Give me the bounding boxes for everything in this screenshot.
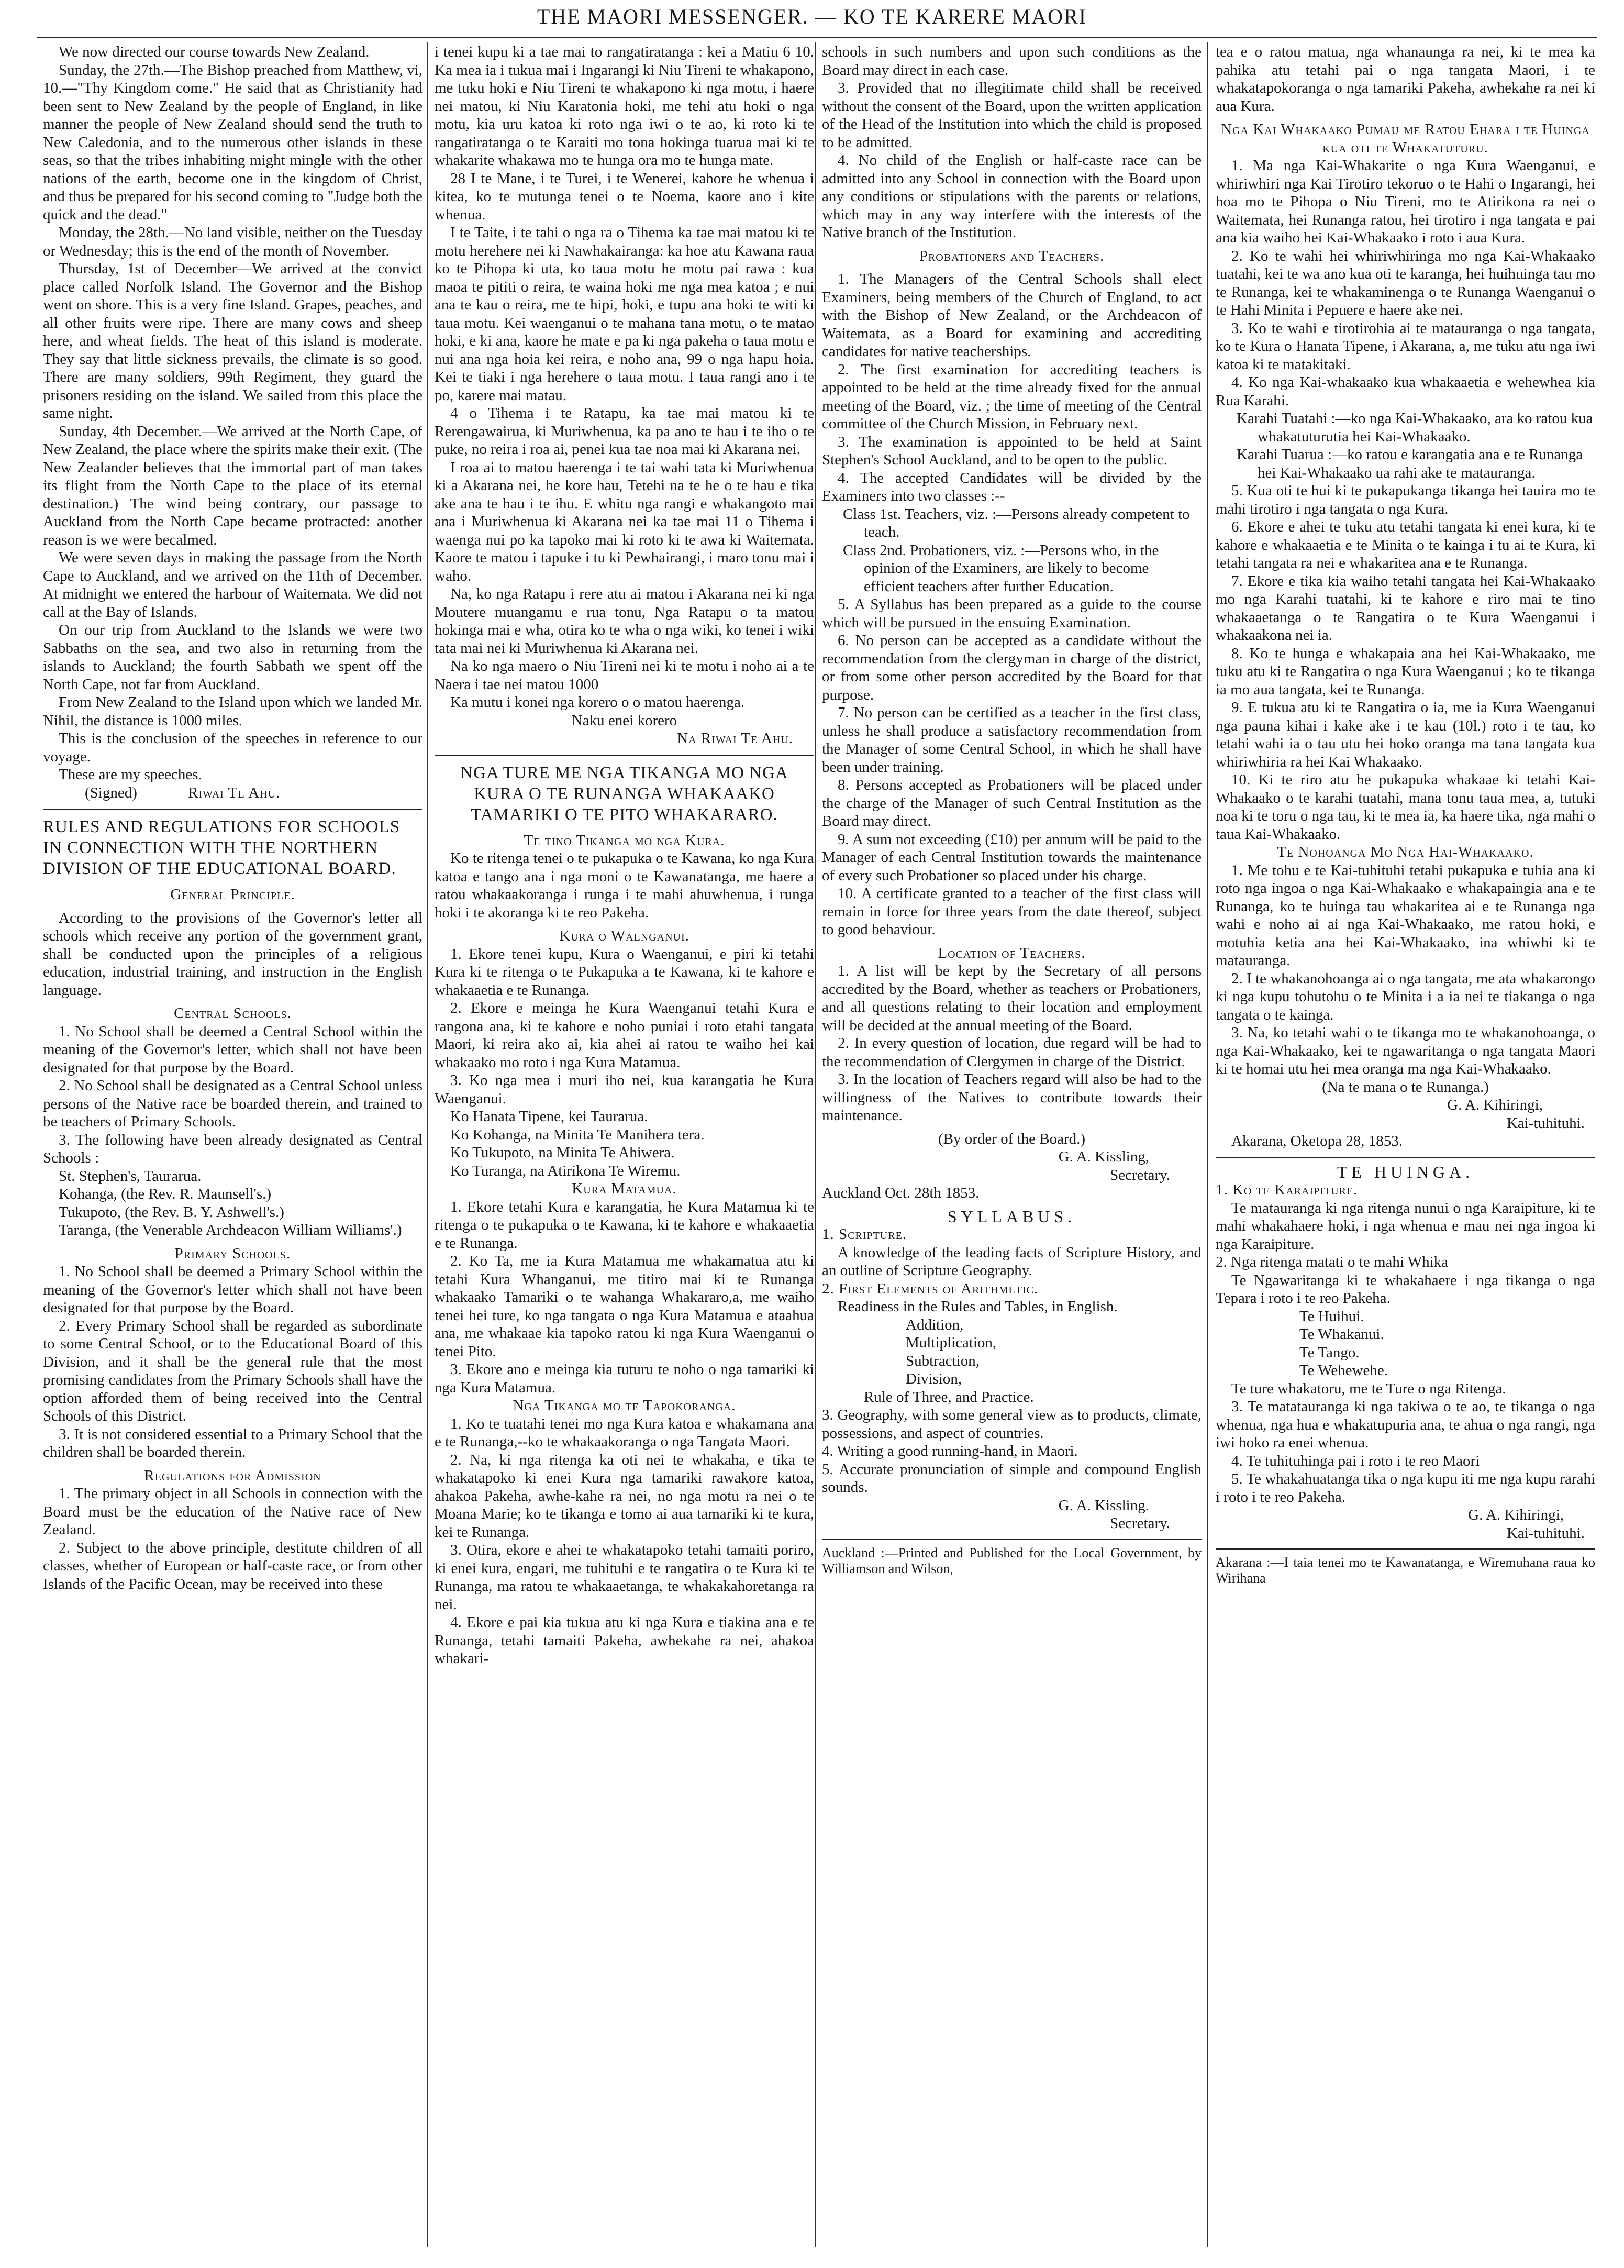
syllabus-item: 2. Nga ritenga matati o te mahi Whika xyxy=(1216,1254,1448,1270)
paragraph: According to the provisions of the Governor's letter all schools which receive any portion of the government grant, shall be conducted upon the principles of a religious education, industrial training, and instruction in the English language. xyxy=(43,909,422,999)
signer-title: Kai-tuhituhi. xyxy=(1506,1524,1585,1542)
paragraph: Monday, the 28th.—No land visible, neither on the Tuesday or Wednesday; this is the end of the month of November. xyxy=(43,224,422,259)
paragraph: 8. Ko te hunga e whakapaia ana hei Kai-Whakaako, me tuku atu ki te Rangatira o nga Kura Waenganui ; ko te tikanga ia mo aua tangata, kei te Runanga. xyxy=(1216,645,1595,698)
dateline: Akarana, Oketopa 28, 1853. xyxy=(1231,1133,1403,1149)
list-item: Te Wehewehe. xyxy=(1299,1362,1388,1379)
order-line: (Na te mana o te Runanga.) xyxy=(1322,1078,1489,1096)
list-item: Class 1st. Teachers, viz. :—Persons already competent to teach. xyxy=(843,505,1190,540)
column-divider xyxy=(1207,42,1208,2247)
paragraph: 2. Ekore e meinga he Kura Waenganui tetahi Kura e rangona ana, ki te kahore e noho puniai i roto etahi tangata Maori, ki reira ako ai, kia ahei ai ratou te waiho hei kai whakaako mo roto i nga Kura Matamua. xyxy=(435,1000,814,1071)
paragraph: 28 I te Mane, i te Turei, i te Wenerei, kahore he whenua i kitea, ko te mutunga tenei o te Noema, kaore ano i kite whenua. xyxy=(435,170,814,223)
signer-title: Kai-tuhituhi. xyxy=(1506,1114,1585,1132)
paragraph: Thursday, 1st of December—We arrived at the convict place called Norfolk Island. The Governor and the Bishop went on shore. This is a very fine Island. Grapes, peaches, and all other fruits were ripe. There are many cows and sheep here, and wheat fields. The heat of this island is moderate. They say that little sickness prevails, the climate is so good. There are many soldiers, 99th Regiment, they guard the prisoners residing on the island. We sailed from this place the same night. xyxy=(43,260,422,422)
paragraph: 2. I te whakanohoanga ai o nga tangata, me ata whakarongo ki nga kupu tohutohu o te Minita i a ia nei te tiakanga o nga tangata o te kainga. xyxy=(1216,970,1595,1023)
imprint-rule xyxy=(822,1539,1202,1540)
paragraph: This is the conclusion of the speeches in reference to our voyage. xyxy=(43,730,422,765)
signer-title: Secretary. xyxy=(1110,1515,1170,1532)
paragraph: 3. In the location of Teachers regard will also be had to the willingness of the Natives to contribute towards their maintenance. xyxy=(822,1071,1202,1124)
column-3 xyxy=(822,43,1202,2244)
paragraph: 5. Te whakahuatanga tika o nga kupu iti me nga kupu rarahi i roto i te reo Pakeha. xyxy=(1216,1470,1595,1506)
section-heading: Te Nohoanga Mo Nga Hai-Whakaako. xyxy=(1277,844,1534,860)
paragraph: 2. The first examination for accrediting teachers is appointed to be held at the time already fixed for the annual meeting of the Board, viz. ; the time of meeting of the Central committee of the Church Mission, in February next. xyxy=(822,361,1202,432)
paragraph: Readiness in the Rules and Tables, in English. xyxy=(838,1298,1118,1315)
list-item: Ko Tukupoto, na Minita Te Ahiwera. xyxy=(450,1144,675,1161)
paragraph: 3. It is not considered essential to a Primary School that the children shall be boarded therein. xyxy=(43,1425,422,1461)
list-item: Taranga, (the Venerable Archdeacon William Williams'.) xyxy=(59,1222,402,1238)
column-2 xyxy=(435,43,814,2244)
rules-title: RULES AND REGULATIONS FOR SCHOOLS IN CONNECTION WITH THE NORTHERN DIVISION OF THE EDUCATIONAL BOARD. xyxy=(43,817,401,878)
section-heading: Nga Kai Whakaako Pumau me Ratou Ehara i te Huinga kua oti te Whakatuturu. xyxy=(1221,121,1590,156)
paragraph: We now directed our course towards New Zealand. xyxy=(59,43,370,60)
paragraph: We were seven days in making the passage from the North Cape to Auckland, and we arrived on the 11th of December. At midnight we entered the harbour of Waitemata. We did not call at the Bay of Islands. xyxy=(43,549,422,621)
paragraph: 7. No person can be certified as a teacher in the first class, unless he shall produce a satisfactory recommendation from the Manager of some Central School, in which he shall have been under training. xyxy=(822,704,1202,776)
paragraph: 2. Subject to the above principle, destitute children of all classes, whether of European or half-caste race, or from other Islands of the Pacific Ocean, may be received into these xyxy=(43,1539,422,1592)
imprint-rule xyxy=(1216,1548,1595,1550)
paragraph: On our trip from Auckland to the Islands we were two Sabbaths on the sea, and two also in returning from the islands to Auckland; the fourth Sabbath we spent off the North Cape, not far from Auckland. xyxy=(43,622,422,693)
syllabus-item: 2. First Elements of Arithmetic. xyxy=(822,1280,1039,1297)
dateline: Auckland Oct. 28th 1853. xyxy=(822,1185,980,1201)
paragraph: 3. The following have been already designated as Central Schools : xyxy=(43,1131,422,1166)
paragraph: 1. The primary object in all Schools in connection with the Board must be the education of the Native race of New Zealand. xyxy=(43,1485,422,1538)
order-line: (By order of the Board.) xyxy=(938,1130,1086,1147)
paragraph: I roa ai to matou haerenga i te tai wahi tata ki Muriwhenua ki a Akarana nei, he kore hau, Tetehi na te he o te hau e tika ake ana te hau i te ihu. E whitu nga rangi e whakangoto mai ana i Muriwhenua ki Akarana nei ka tae mai 11 o Tihema i waenga nui po ka tapoko mai ki roto ki te awa ki Waitemata. Kaore te matou i tapuke i tu ki Pewhairangi, i maro tonu mai i waho. xyxy=(435,459,814,584)
column-4 xyxy=(1216,43,1595,2244)
section-heading: Location of Teachers. xyxy=(938,944,1086,961)
signer-name: G. A. Kihiringi, xyxy=(1468,1507,1564,1523)
paragraph: 2. In every question of location, due regard will be had to the recommendation of Clergymen in charge of the District. xyxy=(822,1035,1202,1070)
section-heading: Te tino Tikanga mo nga Kura. xyxy=(524,832,725,849)
section-heading: Nga Tikanga mo te Tapokoranga. xyxy=(513,1397,736,1414)
paragraph: Te ture whakatoru, me te Ture o nga Ritenga. xyxy=(1231,1380,1506,1397)
paragraph: 3. Ko te wahi e tirotirohia ai te matauranga o nga tangata, ko te Kura o Hanata Tipene, i Akarana, a, me tuku atu nga iwi katoa ki te matakitaki. xyxy=(1216,319,1595,373)
list-item: Addition, xyxy=(906,1316,964,1333)
paragraph: Na, ko nga Ratapu i rere atu ai matou i Akarana nei ki nga Moutere muangamu e rua tonu, Nga Ratapu o ta matou hokinga mai e wha, otira ko te wha o nga wiki, ko tenei i wiki tata mai nei ki Muriwhenua ki Akarana nei. xyxy=(435,585,814,657)
paragraph: 9. E tukua atu ki te Rangatira o ia, me ia Kura Waenganui nga pauna kihai i kake ake i te kau (10l.) roto i te tau, ko tetahi wahi ia o tau utu hei hoko oranga ma tana tangata kua whiriwhiria ra hei Kai Whakaako. xyxy=(1216,699,1595,770)
paragraph: 1. Me tohu e te Kai-tuhituhi tetahi pukapuka e tuhia ana ki roto nga ingoa o nga Kai-Whakaako e whakapaingia ana e te Runanga, ko te huinga tau whakaritea ai e te Runanga nga wahi e noho ai ai nga Kai-Whakaako, me ratou hoki, e motuhia ketia ana hei Kai-Whakaako, ina whiwhi ki te matauranga. xyxy=(1216,861,1595,969)
paragraph: 3. The examination is appointed to be held at Saint Stephen's School Auckland, and to be open to the public. xyxy=(822,433,1202,468)
section-heading: Kura o Waenganui. xyxy=(559,927,689,944)
list-item: Karahi Tuarua :—ko ratou e karangatia ana e te Runanga hei Kai-Whakaako ua rahi ake te matauranga. xyxy=(1237,446,1583,481)
paragraph: schools in such numbers and upon such conditions as the Board may direct in each case. xyxy=(822,43,1202,79)
huinga-title: TE HUINGA. xyxy=(1337,1162,1474,1181)
maori-rules-title: NGA TURE ME NGA TIKANGA MO NGA KURA O TE RUNANGA WHAKAAKO TAMARIKI O TE PITO WHAKARARO. xyxy=(460,763,788,824)
paragraph: 6. Ekore e ahei te tuku atu tetahi tangata ki enei kura, ki te kahore e whakaaetia e te Minita o te kainga i tu ai te Kura, ki tetahi tangata ra nei e whakaritea ana e te Runanga. xyxy=(1216,518,1595,571)
paragraph: These are my speeches. xyxy=(59,766,202,783)
section-rule xyxy=(43,809,422,811)
paragraph: 1. A list will be kept by the Secretary of all persons accredited by the Board, whether as teachers or Probationers, and all questions relating to their location and employment will be decided at the annual meeting of the Board. xyxy=(822,962,1202,1034)
paragraph: I te Taite, i te tahi o nga ra o Tihema ka tae mai matou ki te motu herehere nei ki Nawhakairanga: ka hoe atu Kawana raua ko te Pihopa ki uta, ko taua motu he motu pai rawa : kua maoa te pititi o reira, te waina hoki me nga mea katoa ; e nui ana te kau o reira, me te hipi, hoki, e tupu ana hoki te witi ki taua motu. Kei waenganui o te mahana tana motu, o te matao hoki, e ki ana, kaore he mate e pa ki nga pakeha o taua motu e nui ana nga hoia kei reira, e noho ana, 99 o nga hapu hoia. Kei te tiaki i nga herehere o taua motu. I taua rangi ano i te po, karere mai matau. xyxy=(435,224,814,404)
signer-name: G. A. Kissling, xyxy=(1058,1148,1149,1165)
paragraph: Ko te ritenga tenei o te pukapuka o te Kawana, ko nga Kura katoa e tango ana i nga moni o te Kawanatanga, me haere a ratou whakaakoranga i runga i te mahi ahuwhenua, i runga hoki i te akoranga ki te reo Pakeha. xyxy=(435,850,814,921)
paragraph: 1. Ko te tuatahi tenei mo nga Kura katoa e whakamana ana e te Runanga,--ko te whakaakoranga o nga Tangata Maori. xyxy=(435,1415,814,1450)
paragraph: 4. No child of the English or half-caste race can be admitted into any School in connection with the Board upon any conditions or stipulations with the parents or relations, which may in any way interfere with the interests of the Native branch of the Institution. xyxy=(822,152,1202,241)
section-heading: General Principle. xyxy=(170,886,295,903)
paragraph: 5. A Syllabus has been prepared as a guide to the course which will be pursued in the ensuing Examination. xyxy=(822,596,1202,631)
list-item: Ko Turanga, na Atirikona Te Wiremu. xyxy=(450,1162,681,1179)
column-divider xyxy=(815,42,816,2247)
paragraph: 2. Na, ki nga ritenga ka oti nei te whakaha, e tika te whakatapoko ki enei Kura nga tamariki rawakore katoa, ahakoa Pakeha, awhe-kahe ra nei, no nga motu ra nei o te Moana Marie; ko te tikanga e tomo ai aua tamariki ki te kura, kei te Runanga. xyxy=(435,1451,814,1541)
signature-intro: Naku enei korero xyxy=(571,712,677,729)
paragraph: 1. Ekore tenei kupu, Kura o Waenganui, e piri ki tetahi Kura ki te ritenga o te Pukapuka a te Kawana, ki te kahore e whakaaetia e te Runanga. xyxy=(435,945,814,999)
section-rule xyxy=(435,755,814,757)
syllabus-item: 5. Accurate pronunciation of simple and compound English sounds. xyxy=(822,1461,1202,1496)
list-item: Rule of Three, and Practice. xyxy=(864,1388,1034,1406)
paragraph: Sunday, the 27th.—The Bishop preached from Matthew, vi, 10.—"Thy Kingdom come." He said that as Christianity had been sent to New Zealand by the people of England, in like manner the people of New Zealand should send the truth to New Caledonia, and to the numerous other islands in these seas, so that the tribes inhabiting might mingle with the other nations of the earth, become one in the kingdom of Christ, and thus be prepared for his second coming to "Judge both the quick and the dead." xyxy=(43,61,422,223)
paragraph: Na ko nga maero o Niu Tireni nei ki te motu i noho ai a te Naera i tae nei matou 1000 xyxy=(435,658,814,693)
paragraph: Te matauranga ki nga ritenga nunui o nga Karaipiture, ki te mahi whakahaere hoki, i nga whenua e mau nei nga ingoa ki nga Karaipiture. xyxy=(1216,1199,1595,1253)
list-item: Karahi Tuatahi :—ko nga Kai-Whakaako, ara ko ratou kua whakatuturutia hei Kai-Whakaako. xyxy=(1237,410,1593,445)
paragraph: 4. The accepted Candidates will be divided by the Examiners into two classes :-- xyxy=(822,469,1202,504)
signer-title: Secretary. xyxy=(1110,1166,1170,1183)
syllabus-title: SYLLABUS. xyxy=(947,1207,1076,1226)
list-item: Multiplication, xyxy=(906,1334,997,1351)
syllabus-item: 3. Geography, with some general view as to products, climate, possessions, and aspect of countries. xyxy=(822,1407,1202,1442)
paragraph: 1. No School shall be deemed a Primary School within the meaning of the Governor's letter which shall not have been designated for that purpose by the Board. xyxy=(43,1263,422,1316)
paragraph: 2. Ko te wahi hei whiriwhiringa mo nga Kai-Whakaako tuatahi, kei te wa ano kua oti te karanga, hei huihuinga tau mo te Runanga, kei te whakaminenga o te Runanga Waenganui o te Hahi Minita i Pepuere e haere ake nei. xyxy=(1216,247,1595,318)
paragraph: 2. Every Primary School shall be regarded as subordinate to some Central School, or to the Educational Board of this Division, and it shall be the general rule that the most promising candidates from the Primary Schools shall have the option afforded them of being received into the Central Schools of this District. xyxy=(43,1317,422,1424)
paragraph: 1. Ma nga Kai-Whakarite o nga Kura Waenganui, e whiriwhiri nga Kai Tirotiro tekoruo o te Hahi o Ingarangi, hei hoa mo te Pihopa o Niu Tireni, mo te Atirikona ra nei o Waitemata, hei Runanga ratou, hei tirotiro i nga tangata e pai ana kia waiho hei Kai-Whakaako i roto i aua Kura. xyxy=(1216,157,1595,246)
signer-name: G. A. Kihiringi, xyxy=(1447,1097,1543,1113)
signer-name: Riwai Te Ahu. xyxy=(188,784,281,801)
paragraph: 5. Kua oti te hui ki te pukapukanga tikanga hei tauira mo te mahi tirotiro i nga tangata o nga Kura. xyxy=(1216,482,1595,517)
column-1 xyxy=(43,43,422,2244)
paragraph: 6. No person can be accepted as a candidate without the recommendation from the clergyman in charge of the district, or from some other person accredited by the Board for that purpose. xyxy=(822,632,1202,703)
paragraph: 4 o Tihema i te Ratapu, ka tae mai matou ki te Rerengawairua, ki Muriwhenua, ka pa ano te hau i te iho o te puke, no reira i roa ai, penei kua tae noa mai ki Akarana nei. xyxy=(435,405,814,458)
paragraph: 8. Persons accepted as Probationers will be placed under the charge of the Manager of such Central Institution as the Board may direct. xyxy=(822,777,1202,829)
imprint: Auckland :—Printed and Published for the Local Government, by Williamson and Wilson, xyxy=(822,1545,1202,1576)
paragraph: 3. Provided that no illegitimate child shall be received without the consent of the Board, upon the written application of the Head of the Institution into which the child is proposed to be admitted. xyxy=(822,80,1202,151)
section-heading: Regulations for Admission xyxy=(144,1467,321,1484)
paragraph: 1. No School shall be deemed a Central School within the meaning of the Governor's letter, which shall not have been designated for that purpose by the Board. xyxy=(43,1023,422,1076)
signed-label: (Signed) xyxy=(85,784,137,801)
paragraph: 9. A sum not exceeding (£10) per annum will be paid to the Manager of each Central Institution towards the maintenance of every such Probationer so placed under his charge. xyxy=(822,831,1202,884)
paragraph: From New Zealand to the Island upon which we landed Mr. Nihil, the distance is 1000 miles. xyxy=(43,694,422,729)
paragraph: 3. Otira, ekore e ahei te whakatapoko tetahi tamaiti poriro, ki enei kura, engari, me tuhituhi e te rangatira o te Kura ki te Runanga, ma ratou te whakaaetanga, te whakakahoretanga ra nei. xyxy=(435,1542,814,1613)
list-item: Subtraction, xyxy=(906,1352,980,1369)
signature-line xyxy=(43,784,422,802)
paragraph: A knowledge of the leading facts of Scripture History, and an outline of Scripture Geography. xyxy=(822,1244,1202,1279)
paragraph: 2. Ko Ta, me ia Kura Matamua me whakamatua atu ki tetahi Kura Whanganui, me titiro mai ki te Runanga whakaako Tamariki o te wahanga Whakararo,a, me waiho tenei hei ture, ko nga tangata o nga Kura Matamua e ataahua ana, me whakaae kia tapoko ratou ki nga Kura Waenganui o tenei Pito. xyxy=(435,1253,814,1360)
section-heading: Primary Schools. xyxy=(174,1245,291,1262)
paragraph: 3. Ekore ano e meinga kia tuturu te noho o nga tamariki ki nga Kura Matamua. xyxy=(435,1361,814,1396)
imprint: Akarana :—I taia tenei mo te Kawanatanga, e Wiremuhana raua ko Wirihana xyxy=(1216,1555,1595,1586)
list-item: Te Huihui. xyxy=(1299,1308,1364,1325)
signer-name: G. A. Kissling. xyxy=(1058,1497,1149,1514)
column-divider xyxy=(427,42,428,2247)
syllabus-item: 1. Scripture. xyxy=(822,1226,907,1243)
list-item: Te Whakanui. xyxy=(1299,1326,1384,1343)
paragraph: 10. Ki te riro atu he pukapuka whakaae ki tetahi Kai-Whakaako o te karahi tuatahi, mana tonu taua mea, a, tutuki noa ki te toru o nga tau, ki te mea ia, ka haere tika, nga mahi o taua Kai-Whakaako. xyxy=(1216,771,1595,843)
list-item: Ko Kohanga, na Minita Te Manihera tera. xyxy=(450,1126,705,1143)
paragraph: 3. Na, ko tetahi wahi o te tikanga mo te whakanohoanga, o nga Kai-Whakaako, kei te ngawaritanga o nga tangata Maori ki te homai utu hei mea oranga ma nga Kai-Whakaako. xyxy=(1216,1024,1595,1077)
section-heading: Probationers and Teachers. xyxy=(919,247,1105,264)
paragraph: Ka mutu i konei nga korero o o matou haerenga. xyxy=(450,694,745,711)
syllabus-item: 1. Ko te Karaipiture. xyxy=(1216,1181,1358,1198)
paragraph: 4. Te tuhituhinga pai i roto i te reo Maori xyxy=(1231,1452,1480,1469)
list-item: Te Tango. xyxy=(1299,1344,1360,1361)
syllabus-item: 4. Writing a good running-hand, in Maori. xyxy=(822,1443,1078,1459)
masthead: THE MAORI MESSENGER. — KO TE KARERE MAORI xyxy=(537,5,1087,28)
paragraph: 3. Te matatauranga ki nga takiwa o te ao, te tikanga o nga whenua, nga hua e whakatupuria ana, te ahua o nga rangi, nga iwi hoko ra enei whenua. xyxy=(1216,1398,1595,1451)
paragraph: Te Ngawaritanga ki te whakahaere i nga tikanga o nga Tepara i roto i te reo Pakeha. xyxy=(1216,1271,1595,1307)
paragraph: tea e o ratou matua, nga whanaunga ra nei, ki te mea ka pahika atu tetahi pai o nga tangata Maori, i te whakatapokoranga o nga tamariki Pakeha, awhekahe ra nei ki aua Kura. xyxy=(1216,43,1595,115)
paragraph: 10. A certificate granted to a teacher of the first class will remain in force for three years from the date thereof, subject to good behaviour. xyxy=(822,885,1202,938)
section-heading: Central Schools. xyxy=(174,1005,292,1022)
masthead-rule xyxy=(37,37,1597,38)
paragraph: 7. Ekore e tika kia waiho tetahi tangata hei Kai-Whakaako mo nga Karahi tuatahi, ki te kahore e riro mai te tino whakaaetanga o te Rangatira o te Kura Waenganui i whakaakona nei ia. xyxy=(1216,572,1595,644)
section-heading: Kura Matamua. xyxy=(572,1180,677,1197)
paragraph: 1. Ekore tetahi Kura e karangatia, he Kura Matamua ki te ritenga o te pukapuka o te Kawana, ki te kahore e whakaaetia e te Runanga. xyxy=(435,1198,814,1252)
paragraph: 3. Ko nga mea i muri iho nei, kua karangatia he Kura Waenganui. xyxy=(435,1072,814,1107)
signer-name: Na Riwai Te Ahu. xyxy=(677,730,793,747)
list-item: Division, xyxy=(906,1370,962,1387)
list-item: St. Stephen's, Taurarua. xyxy=(59,1167,202,1185)
list-item: Tukupoto, (the Rev. B. Y. Ashwell's.) xyxy=(59,1203,284,1221)
paragraph: 4. Ko nga Kai-whakaako kua whakaaetia e wehewhea kia Rua Karahi. xyxy=(1216,374,1595,409)
paragraph: 1. The Managers of the Central Schools shall elect Examiners, being members of the Church of England, to act with the Bishop of New Zealand, or the Archdeacon of Waitemata, as a Board for examining and accrediting candidates for native teacherships. xyxy=(822,271,1202,360)
list-item: Kohanga, (the Rev. R. Maunsell's.) xyxy=(59,1186,272,1202)
list-item: Class 2nd. Probationers, viz. :—Persons who, in the opinion of the Examiners, are likely to become efficient teachers after further Education. xyxy=(843,541,1159,595)
section-rule xyxy=(1216,1157,1595,1158)
paragraph: 2. No School shall be designated as a Central School unless persons of the Native race be boarded therein, and trained to be teachers of Primary Schools. xyxy=(43,1077,422,1130)
paragraph: 4. Ekore e pai kia tukua atu ki nga Kura e tiakina ana e te Runanga, tetahi tamaiti Pakeha, awhekahe ra nei, ahakoa whakari- xyxy=(435,1614,814,1667)
paragraph: Sunday, 4th December.—We arrived at the North Cape, of New Zealand, the place where the spirits make their exit. (The New Zealander believes that the immortal part of man takes its flight from the North Cape to the place of its eternal destination.) The wind being contrary, our passage to Auckland from the North Cape became protracted: another reason is we were becalmed. xyxy=(43,423,422,548)
list-item: Ko Hanata Tipene, kei Taurarua. xyxy=(450,1108,648,1125)
paragraph: i tenei kupu ki a tae mai to rangatiratanga : kei a Matiu 6 10. Ka mea ia i tukua mai i Ingarangi ki Niu Tireni te whakapono, me tuku hoki e Niu Tireni te whakapono ki nga motu, i haere nei matou, ki Niu Karatonia hoki, me tehi atu hoki o nga motu, kia uru katoa ki roto nga iwi o te ao, ki roto ki te rangatiratanga o te Karaiti mo tona hokinga tuarua mai ki te whakarite whakawa mo te hunga ora mo te hunga mate. xyxy=(435,43,814,169)
